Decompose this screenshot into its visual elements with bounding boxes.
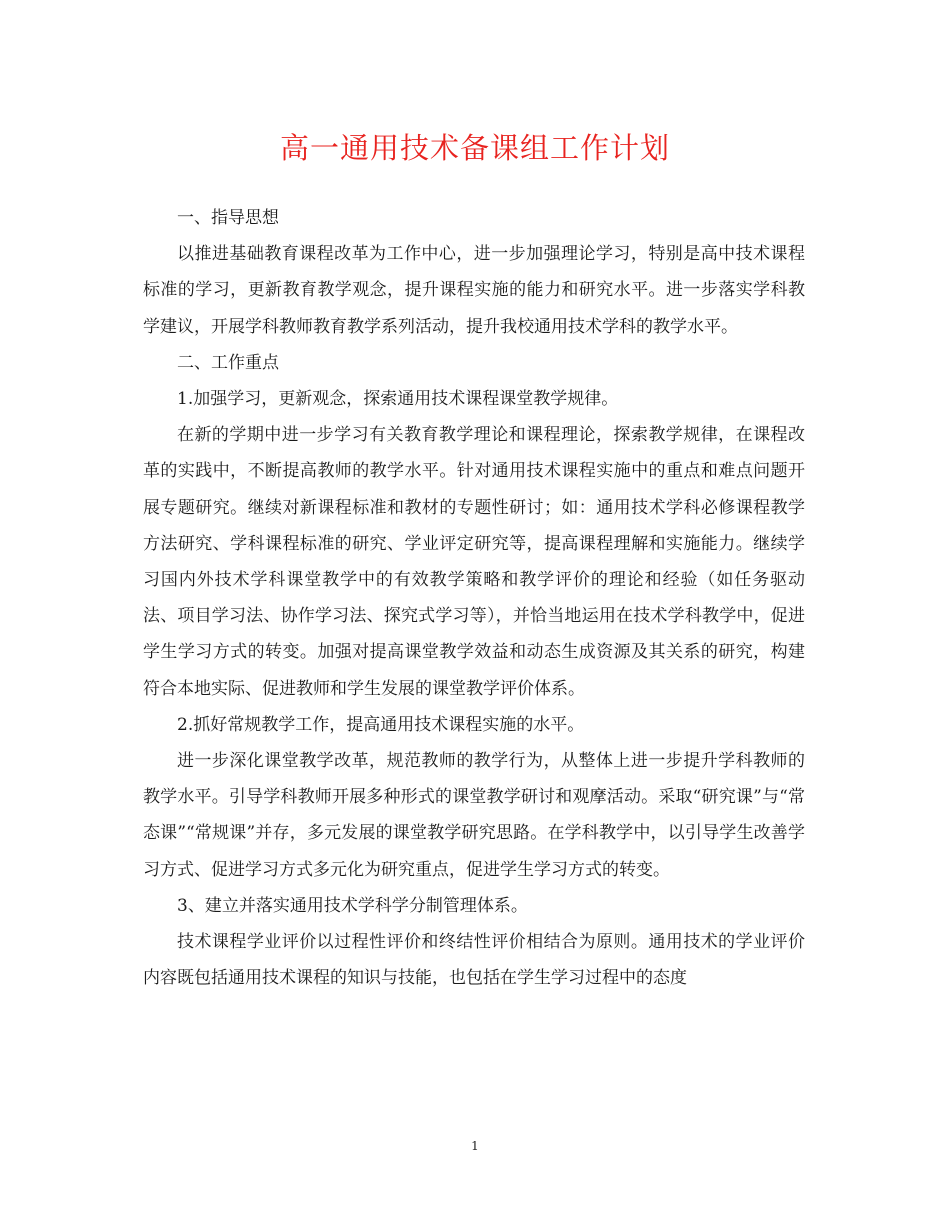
paragraph-guiding-ideology: 以推进基础教育课程改革为工作中心，进一步加强理论学习，特别是高中技术课程标准的学习，更新教育教学观念，提升课程实施的能力和研究水平。进一步落实学科教学建议，开展学科教师教育教学系列活动，提升我校通用技术学科的教学水平。 (143, 244, 805, 337)
subheading-routine-teaching: 2.抓好常规教学工作，提高通用技术课程实施的水平。 (177, 714, 585, 735)
subheading-strengthen-learning: 1.加强学习，更新观念，探索通用技术课程课堂教学规律。 (177, 389, 619, 410)
document-body (143, 200, 805, 996)
paragraph-routine-teaching: 进一步深化课堂教学改革，规范教师的教学行为，从整体上进一步提升学科教师的教学水平。引导学科教师开展多种形式的课堂教学研讨和观摩活动。采取“研究课”与“常态课”“常规课”并存，多元发展的课堂教学研究思路。在学科教学中，以引导学生改善学习方式、促进学习方式多元化为研究重点，促进学生学习方式的转变。 (143, 751, 805, 880)
paragraph-credit-system: 技术课程学业评价以过程性评价和终结性评价相结合为原则。通用技术的学业评价内容既包括通用技术课程的知识与技能，也包括在学生学习过程中的态度 (143, 932, 805, 989)
paragraph-strengthen-learning: 在新的学期中进一步学习有关教育教学理论和课程理论，探索教学规律，在课程改革的实践中，不断提高教师的教学水平。针对通用技术课程实施中的重点和难点问题开展专题研究。继续对新课程标准和教材的专题性研讨；如：通用技术学科必修课程教学方法研究、学科课程标准的研究、学业评定研究等，提高课程理解和实施能力。继续学习国内外技术学科课堂教学中的有效教学策略和教学评价的理论和经验（如任务驱动法、项目学习法、协作学习法、探究式学习等），并恰当地运用在技术学科教学中，促进学生学习方式的转变。加强对提高课堂教学效益和动态生成资源及其关系的研究，构建符合本地实际、促进教师和学生发展的课堂教学评价体系。 (143, 425, 805, 699)
section-heading-guiding-ideology: 一、指导思想 (177, 208, 279, 228)
page-number: 1 (471, 1139, 479, 1153)
section-heading-work-focus: 二、工作重点 (177, 352, 279, 373)
document-title: 高一通用技术备课组工作计划 (279, 131, 670, 165)
subheading-credit-system: 3、建立并落实通用技术学科学分制管理体系。 (177, 895, 528, 916)
